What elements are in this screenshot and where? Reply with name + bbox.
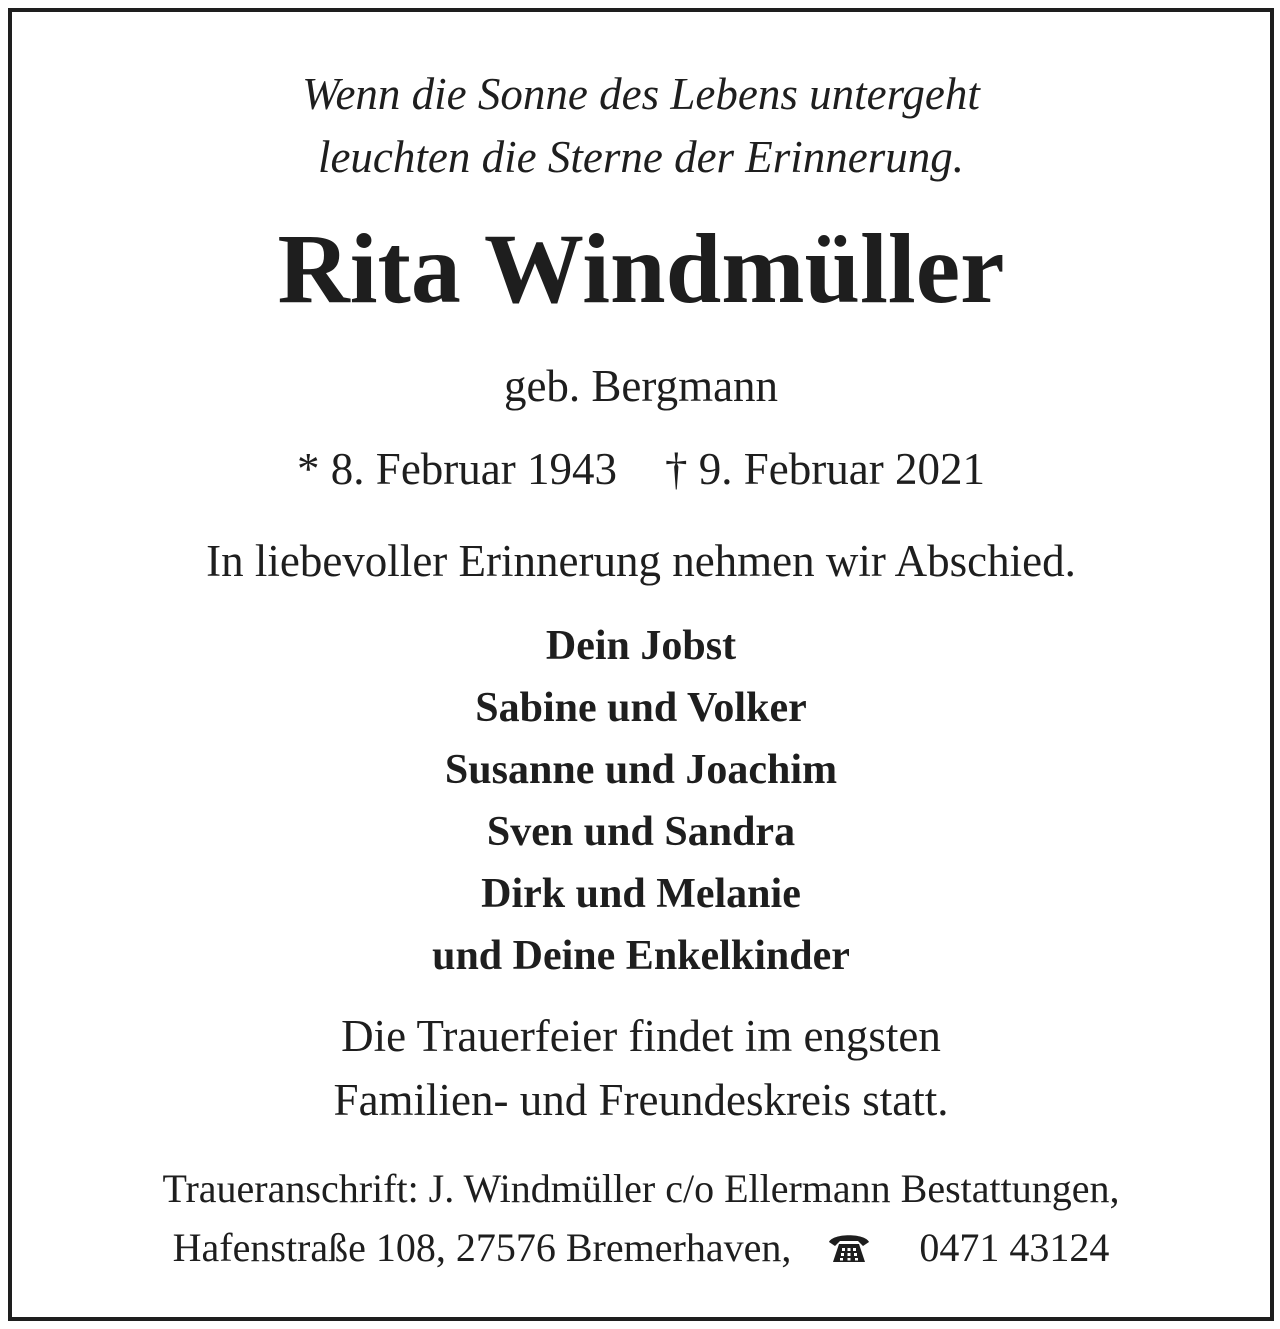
address-line-2 [12,1220,1270,1276]
maiden-name: geb. Bergmann [503,361,779,411]
mourner-line: Sven und Sandra [486,809,796,855]
address-line-1: Traueranschrift: J. Windmüller c/o Ellermann Bestattungen, [162,1166,1120,1211]
mourner-line: Susanne und Joachim [444,747,838,793]
address-street: Hafenstraße 108, 27576 Bremerhaven, [172,1225,792,1270]
mourner-line: Sabine und Volker [475,685,807,731]
mourner-line: Dirk und Melanie [481,871,801,917]
motto-line-1: Wenn die Sonne des Lebens untergeht [302,69,980,119]
death-date: † 9. Februar 2021 [665,444,985,494]
mourner-line: und Deine Enkelkinder [432,933,850,979]
obituary-notice [8,8,1274,1321]
ceremony-line-2: Familien- und Freundeskreis statt. [333,1075,949,1125]
farewell-text: In liebevoller Erinnerung nehmen wir Abschied. [206,536,1076,586]
life-dates [12,439,1270,499]
phone-number: 0471 43124 [919,1225,1110,1270]
ceremony-line-1: Die Trauerfeier findet im engsten [341,1011,941,1061]
mourner-line: Dein Jobst [545,623,737,669]
deceased-name: Rita Windmüller [277,213,1005,324]
birth-date: * 8. Februar 1943 [297,444,617,494]
motto-line-2: leuchten die Sterne der Erinnerung. [317,132,965,182]
telephone-icon [827,1231,871,1265]
